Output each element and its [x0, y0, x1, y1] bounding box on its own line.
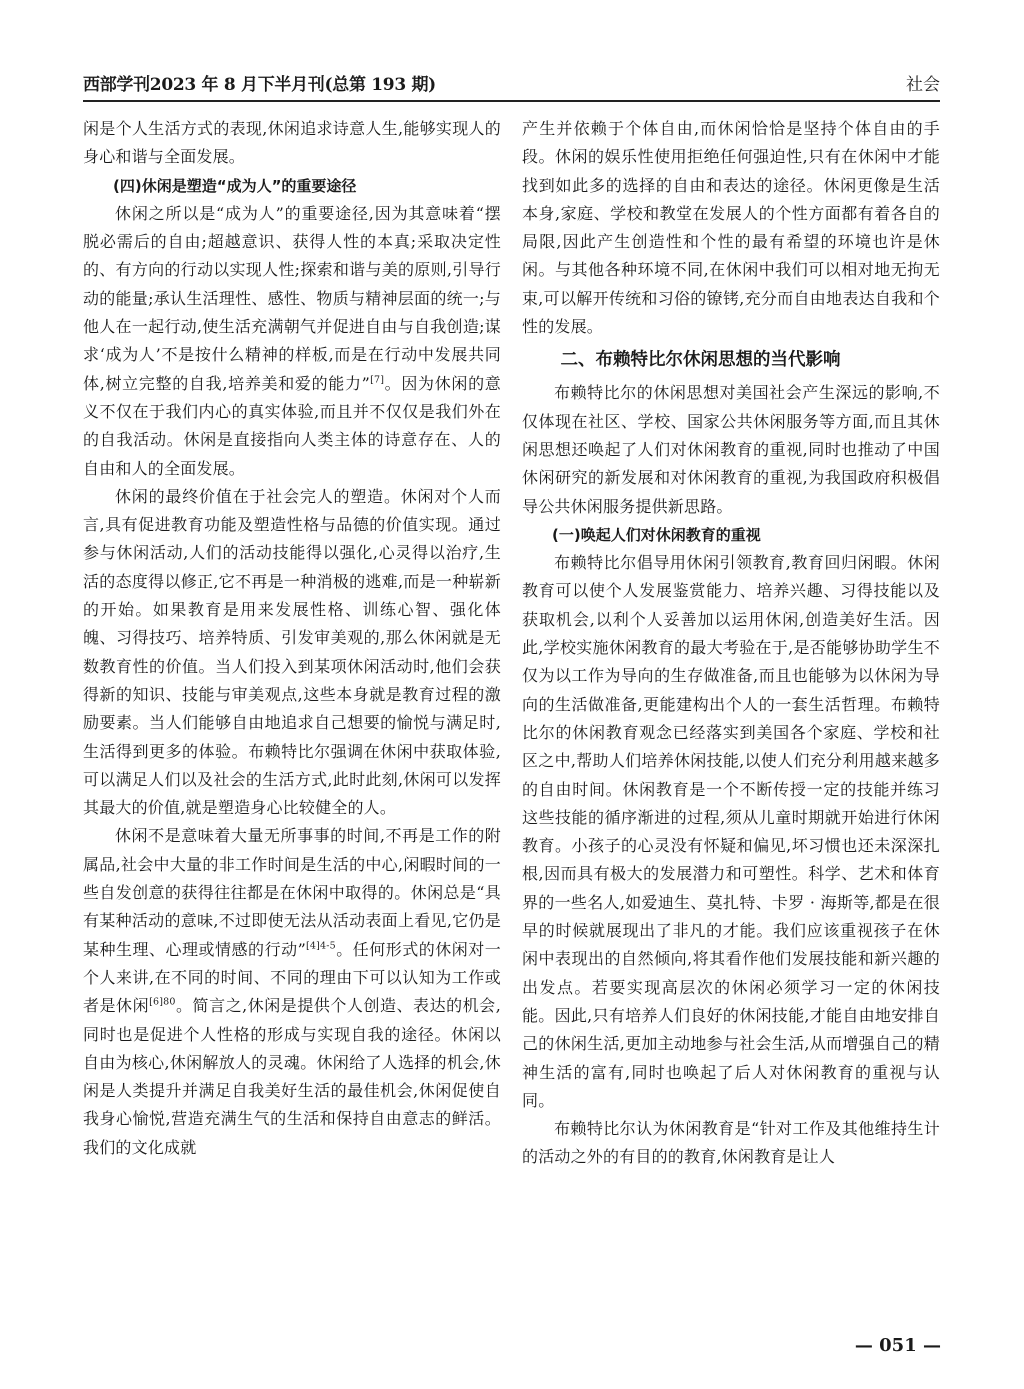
paragraph: 布赖特比尔倡导用休闲引领教育,教育回归闲暇。休闲教育可以使个人发展鉴赏能力、培养兴趣、习得技能以及获取机会,以利个人妥善加以运用休闲,创造美好生活。因此,学校实施休闲教育的最大考验在于,是否能够协助学生不仅为以工作为导向的生存做准备,而且也能够为以休闲为导向的生活做准备,更能建构出个人的一套生活哲理。布赖特比尔的休闲教育观念已经落实到美国各个家庭、学校和社区之中,帮助人们培养休闲技能,以使人们充分利用越来越多的自由时间。休闲教育是一个不断传授一定的技能并练习这些技能的循序渐进的过程,须从儿童时期就开始进行休闲教育。小孩子的心灵没有怀疑和偏见,坏习惯也还未深深扎根,因而具有极大的发展潜力和可塑性。科学、艺术和体育界的一些名人,如爱迪生、莫扎特、卡罗 · 海斯等,都是在很早的时候就展现出了非凡的才能。我们应该重视孩子在休闲中表现出的自然倾向,将其看作他们发展技能和新兴趣的出发点。若要实现高层次的休闲必须学习一定的休闲技能。因此,只有培养人们良好的休闲技能,才能自由地安排自己的休闲生活,更加主动地参与社会生活,从而增强自己的精神生活的富有,同时也唤起了后人对休闲教育的重视与认同。: [522, 553, 940, 1110]
citation: [6]80: [149, 996, 176, 1008]
right-column: [522, 115, 940, 1172]
subsection-heading: (四)休闲是塑造“成为人”的重要途径: [113, 176, 357, 195]
paragraph-text: 。简言之,休闲是提供个人创造、表达的机会,同时也是促进个人性格的形成与实现自我的途径。休闲以自由为核心,休闲解放人的灵魂。休闲给了人选择的机会,休闲是人类提升并满足自我美好生活的最佳机会,休闲促使自我身心愉悦,营造充满生气的生活和保持自由意志的鲜活。我们的文化成就: [83, 996, 501, 1157]
section-label: 社会: [906, 75, 940, 95]
paragraph-text: 休闲不是意味着大量无所事事的时间,不再是工作的附属品,社会中大量的非工作时间是生活的中心,闲暇时间的一些自发创意的获得往往都是在休闲中取得的。休闲总是“具有某种活动的意味,不过即使无法从活动表面上看见,它仍是某种生理、心理或情感的行动”: [83, 826, 501, 959]
page-number: — 051 —: [854, 1335, 941, 1356]
paragraph: 布赖特比尔认为休闲教育是“针对工作及其他维持生计的活动之外的有目的的教育,休闲教育是让人: [522, 1119, 940, 1167]
paragraph: 休闲的最终价值在于社会完人的塑造。休闲对个人而言,具有促进教育功能及塑造性格与品德的价值实现。通过参与休闲活动,人们的活动技能得以强化,心灵得以治疗,生活的态度得以修正,它不再是一种消极的逃难,而是一种崭新的开始。如果教育是用来发展性格、训练心智、强化体魄、习得技巧、培养特质、引发审美观的,那么休闲就是无数教育性的价值。当人们投入到某项休闲活动时,他们会获得新的知识、技能与审美观点,这些本身就是教育过程的激励要素。当人们能够自由地追求自己想要的愉悦与满足时,生活得到更多的体验。布赖特比尔强调在休闲中获取体验,可以满足人们以及社会的生活方式,此时此刻,休闲可以发挥其最大的价值,就是塑造身心比较健全的人。: [83, 486, 501, 818]
journal-title: 西部学刊2023 年 8 月下半月刊(总第 193 期): [83, 75, 436, 95]
citation: [7]: [370, 374, 385, 386]
paragraph: 闲是个人生活方式的表现,休闲追求诗意人生,能够实现人的身心和谐与全面发展。: [83, 119, 501, 167]
subsection-heading: (一)唤起人们对休闲教育的重视: [552, 525, 761, 544]
paragraph-text: 。因为休闲的意义不仅在于我们内心的真实体验,而且并不仅仅是我们外在的自我活动。休闲是直接指向人类主体的诗意存在、人的自由和人的全面发展。: [83, 373, 501, 478]
paragraph-text: 休闲之所以是“成为人”的重要途径,因为其意味着“摆脱必需后的自由;超越意识、获得人性的本真;采取决定性的、有方向的行动以实现人性;探索和谐与美的原则,引导行动的能量;承认生活理性、感性、物质与精神层面的统一;与他人在一起行动,使生活充满朝气并促进自由与自我创造;谋求‘成为人’不是按什么精神的样板,而是在行动中发展共同体,树立完整的自我,培养美和爱的能力”: [83, 203, 501, 393]
paragraph-text: 。任何形式的休闲对一个人来讲,在不同的时间、不同的理由下可以认知为工作或者是休闲: [83, 939, 501, 1016]
citation: [4]4-5: [305, 940, 336, 952]
header-rule: [83, 100, 940, 102]
paragraph: [83, 822, 501, 1162]
paragraph: 产生并依赖于个体自由,而休闲恰恰是坚持个体自由的手段。休闲的娱乐性使用拒绝任何强迫性,只有在休闲中才能找到如此多的选择的自由和表达的途径。休闲更像是生活本身,家庭、学校和教堂在发展人的个性方面都有着各自的局限,因此产生创造性和个性的最有希望的环境也许是休闲。与其他各种环境不同,在休闲中我们可以相对地无拘无束,可以解开传统和习俗的镣铐,充分而自由地表达自我和个性的发展。: [522, 119, 940, 337]
left-column: [83, 115, 501, 1162]
paragraph: 布赖特比尔的休闲思想对美国社会产生深远的影响,不仅体现在社区、学校、国家公共休闲服务等方面,而且其休闲思想还唤起了人们对休闲教育的重视,同时也推动了中国休闲研究的新发展和对休闲教育的重视,为我国政府积极倡导公共休闲服务提供新思路。: [522, 383, 940, 516]
section-heading: 二、布赖特比尔休闲思想的当代影响: [560, 350, 841, 371]
running-header: [83, 72, 940, 102]
paragraph: [83, 200, 501, 483]
